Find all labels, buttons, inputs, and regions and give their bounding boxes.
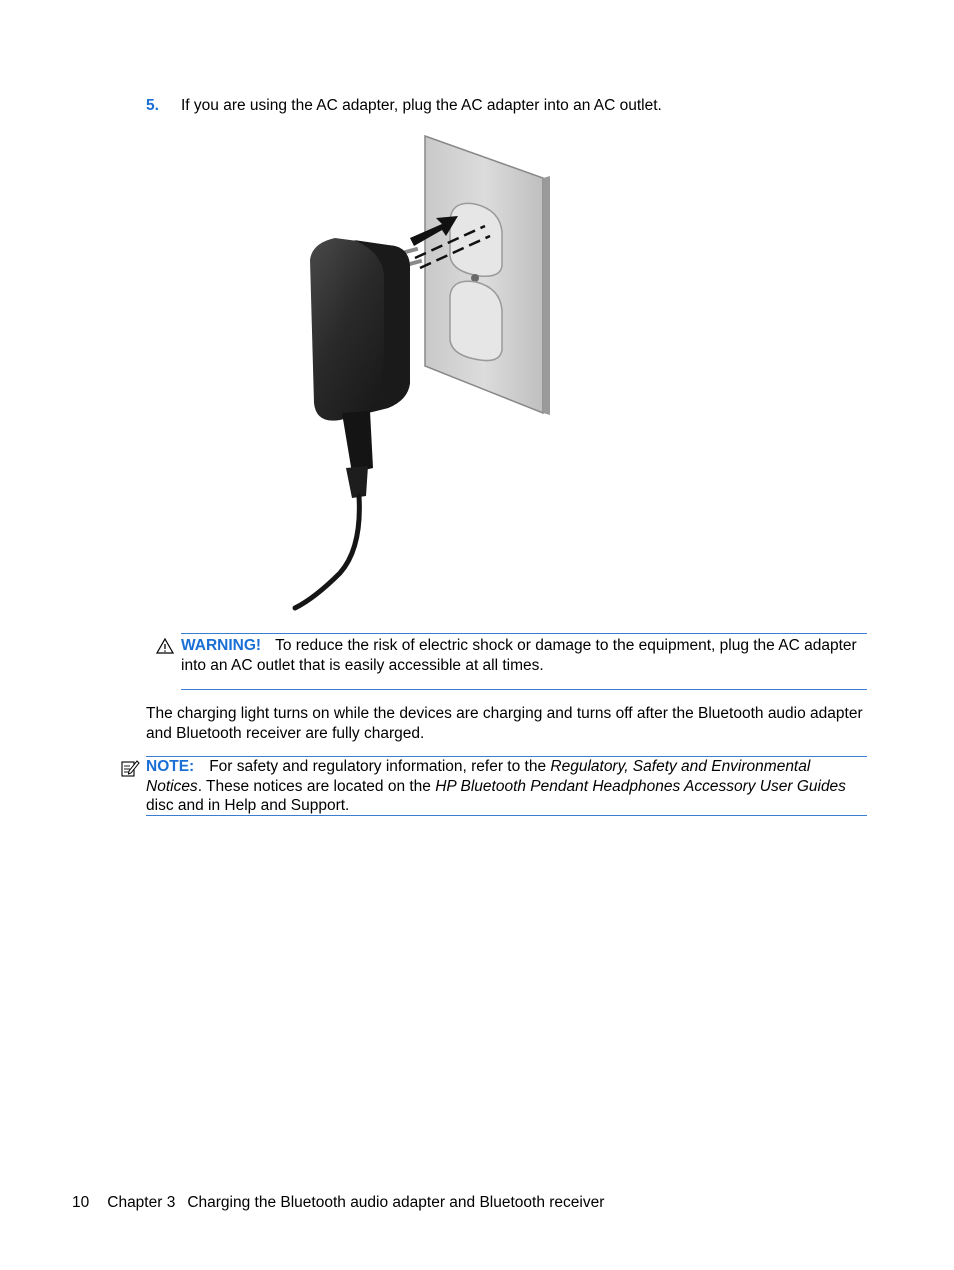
note-text-2: . These notices are located on the <box>197 777 436 795</box>
ac-adapter-outlet-illustration <box>280 128 560 613</box>
step-text: If you are using the AC adapter, plug the AC adapter into an AC outlet. <box>181 97 662 114</box>
step-5 <box>146 96 866 116</box>
note-text-1: For safety and regulatory information, refer to the <box>209 758 551 775</box>
warning-triangle-icon <box>156 637 174 655</box>
note-text-3: disc and in Help and Support. <box>146 797 350 814</box>
note-pencil-icon <box>120 758 140 778</box>
footer-chapter-title: Charging the Bluetooth audio adapter and Bluetooth receiver <box>187 1194 605 1211</box>
warning-bottom-rule <box>181 689 867 690</box>
note-guides-title: HP Bluetooth Pendant Headphones Accessory User Guides <box>435 777 846 795</box>
note-label: NOTE: <box>146 758 195 775</box>
warning-top-rule <box>181 633 867 634</box>
note-text-block <box>146 757 868 816</box>
charging-light-paragraph: The charging light turns on while the devices are charging and turns off after the Bluetooth audio adapter and Bluetooth receiver are fully charged. <box>146 705 863 742</box>
page-number: 10 <box>72 1194 90 1211</box>
warning-label: WARNING! <box>181 637 262 654</box>
warning-text: To reduce the risk of electric shock or damage to the equipment, plug the AC adapter into an AC outlet that is easily accessible at all times. <box>181 637 857 674</box>
page-footer <box>72 1193 872 1213</box>
step-number: 5. <box>146 97 159 114</box>
warning-text-block <box>181 636 871 675</box>
note-regulatory-title: Regulatory, Safety and Environmental Notices <box>146 758 811 795</box>
note-bottom-rule <box>146 815 867 816</box>
footer-chapter: Chapter 3 <box>107 1194 176 1211</box>
